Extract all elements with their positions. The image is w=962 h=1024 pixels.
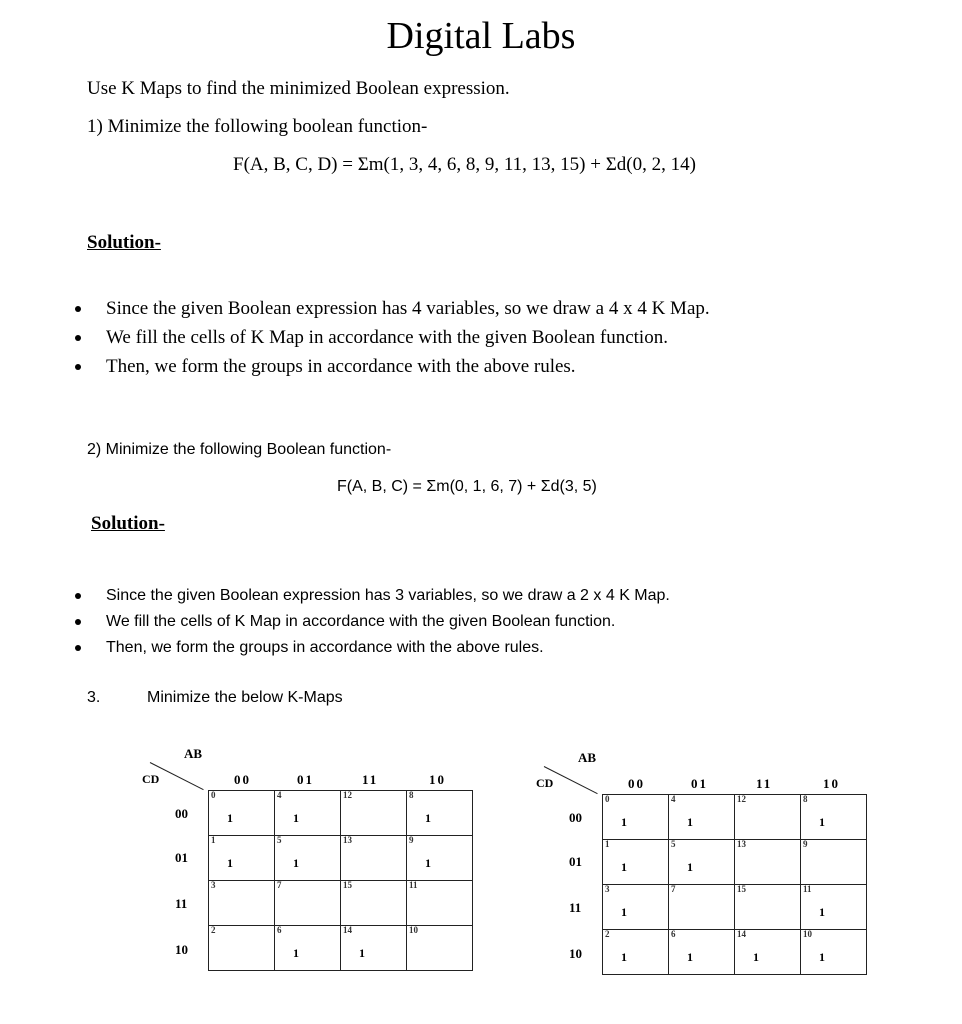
kmap-column-header: 01 — [691, 776, 708, 791]
kmap-row — [209, 926, 473, 971]
kmap-cell — [801, 930, 867, 975]
kmap-cell — [735, 840, 801, 885]
kmap-cell-index: 0 — [211, 790, 216, 800]
kmap-cell-index: 8 — [409, 790, 414, 800]
list-item: Since the given Boolean expression has 3 variables, so we draw a 2 x 4 K Map. — [75, 585, 670, 611]
kmap-row — [209, 836, 473, 881]
list-item: Since the given Boolean expression has 4 variables, so we draw a 4 x 4 K Map. — [75, 296, 710, 325]
kmap-cell-index: 11 — [803, 884, 812, 894]
kmap-cell-index: 6 — [671, 929, 676, 939]
kmap-cell-index: 3 — [605, 884, 610, 894]
kmap-cell — [669, 840, 735, 885]
kmap-column-header: 10 — [823, 776, 840, 791]
kmap-cell — [603, 885, 669, 930]
kmap-cell-value: 1 — [621, 905, 627, 919]
kmap-row-header: 01 — [175, 850, 188, 865]
kmap-cell — [209, 881, 275, 926]
kmap-cell — [209, 926, 275, 971]
kmap-row — [603, 795, 867, 840]
kmap-cell-value: 1 — [293, 811, 299, 825]
kmap-row-header: 10 — [175, 942, 188, 957]
kmap-cell-value: 1 — [819, 905, 825, 919]
q1-solution-label: Solution- — [87, 232, 161, 253]
q1-formula: F(A, B, C, D) = Σm(1, 3, 4, 6, 8, 9, 11, 13, 15) + Σd(0, 2, 14) — [233, 154, 696, 175]
kmap-cell-value: 1 — [621, 815, 627, 829]
kmap-1 — [142, 746, 502, 1006]
kmap-row-header: 00 — [175, 806, 188, 821]
kmap-column-header: 00 — [628, 776, 645, 791]
kmap-cell — [735, 795, 801, 840]
kmap-cell-value: 1 — [621, 950, 627, 964]
kmap-cell — [801, 885, 867, 930]
kmap-row — [603, 840, 867, 885]
kmap-cell — [341, 881, 407, 926]
kmap-cell-index: 6 — [277, 925, 282, 935]
kmap-cell-value: 1 — [293, 856, 299, 870]
kmap-cell-index: 15 — [737, 884, 746, 894]
q2-bullet-list — [75, 585, 670, 663]
kmap-cell-index: 1 — [211, 835, 216, 845]
kmap-cell — [801, 840, 867, 885]
q2-prompt: 2) Minimize the following Boolean function- — [87, 441, 392, 458]
kmap-cell — [735, 885, 801, 930]
kmap-cell-index: 3 — [211, 880, 216, 890]
kmap-cell-index: 12 — [343, 790, 352, 800]
kmap-cell — [603, 795, 669, 840]
kmap-cell-index: 13 — [343, 835, 352, 845]
kmap-cell-index: 2 — [211, 925, 216, 935]
kmap-cell — [275, 926, 341, 971]
kmap-grid — [208, 790, 473, 971]
kmap-cell — [407, 791, 473, 836]
kmap-cell-index: 9 — [803, 839, 808, 849]
q1-intro: Use K Maps to find the minimized Boolean expression. — [87, 78, 510, 99]
kmap-cell — [669, 930, 735, 975]
kmap-row-header: 11 — [175, 896, 188, 911]
kmap-cell-index: 4 — [671, 794, 676, 804]
kmap-column-header: 00 — [234, 772, 251, 787]
kmap-row-variable: CD — [536, 776, 554, 790]
kmap-cell — [341, 926, 407, 971]
kmap-cell-value: 1 — [621, 860, 627, 874]
q3-number: 3. — [87, 689, 101, 706]
kmap-cell — [275, 791, 341, 836]
kmap-cell-index: 10 — [409, 925, 418, 935]
kmap-row — [209, 791, 473, 836]
kmap-cell — [407, 881, 473, 926]
kmap-cell-index: 13 — [737, 839, 746, 849]
kmap-cell — [669, 795, 735, 840]
kmap-cell-value: 1 — [425, 856, 431, 870]
kmap-cell — [275, 836, 341, 881]
kmap-cell-index: 11 — [409, 880, 418, 890]
kmap-cell — [341, 836, 407, 881]
kmap-cell-index: 12 — [737, 794, 746, 804]
q3-prompt: Minimize the below K-Maps — [147, 689, 343, 706]
kmap-2 — [536, 750, 896, 1010]
kmap-cell — [275, 881, 341, 926]
kmap-column-variable: AB — [184, 746, 203, 761]
kmap-column-header: 11 — [362, 772, 379, 787]
kmap-cell-value: 1 — [687, 950, 693, 964]
kmap-cell — [669, 885, 735, 930]
kmap-row-header: 01 — [569, 854, 582, 869]
kmap-cell-index: 15 — [343, 880, 352, 890]
kmap-cell-index: 5 — [277, 835, 282, 845]
kmap-cell-index: 14 — [737, 929, 746, 939]
kmap-cell-value: 1 — [687, 860, 693, 874]
kmap-cell — [407, 836, 473, 881]
kmap-cell — [407, 926, 473, 971]
kmap-cell-index: 2 — [605, 929, 610, 939]
list-item: Then, we form the groups in accordance with the above rules. — [75, 354, 710, 383]
q1-bullet-list — [75, 296, 710, 383]
q2-solution-label: Solution- — [91, 513, 165, 534]
kmap-cell-value: 1 — [227, 856, 233, 870]
kmap-column-header: 10 — [429, 772, 446, 787]
kmap-cell-value: 1 — [753, 950, 759, 964]
kmap-cell-index: 7 — [277, 880, 282, 890]
kmap-cell-index: 1 — [605, 839, 610, 849]
kmap-cell-index: 7 — [671, 884, 676, 894]
kmap-cell-value: 1 — [687, 815, 693, 829]
kmap-cell — [603, 840, 669, 885]
kmap-cell-value: 1 — [359, 946, 365, 960]
kmap-cell-index: 0 — [605, 794, 610, 804]
kmap-row — [209, 881, 473, 926]
q2-formula: F(A, B, C) = Σm(0, 1, 6, 7) + Σd(3, 5) — [337, 478, 597, 495]
kmap-row-variable: CD — [142, 772, 160, 786]
q1-prompt: 1) Minimize the following boolean function- — [87, 116, 428, 137]
kmap-cell — [341, 791, 407, 836]
list-item: We fill the cells of K Map in accordance with the given Boolean function. — [75, 611, 670, 637]
kmap-cell — [735, 930, 801, 975]
kmap-cell-index: 4 — [277, 790, 282, 800]
kmap-cell-index: 5 — [671, 839, 676, 849]
kmap-cell-value: 1 — [227, 811, 233, 825]
kmap-cell-index: 8 — [803, 794, 808, 804]
kmap-column-variable: AB — [578, 750, 597, 765]
kmap-cell — [209, 791, 275, 836]
kmap-cell-index: 10 — [803, 929, 812, 939]
kmap-cell-index: 9 — [409, 835, 414, 845]
list-item: Then, we form the groups in accordance with the above rules. — [75, 637, 670, 663]
kmap-column-header: 11 — [756, 776, 773, 791]
kmap-cell-index: 14 — [343, 925, 352, 935]
kmap-cell — [209, 836, 275, 881]
kmap-row — [603, 930, 867, 975]
kmap-row-header: 10 — [569, 946, 582, 961]
kmap-cell-value: 1 — [293, 946, 299, 960]
kmap-row-header: 11 — [569, 900, 582, 915]
kmap-grid — [602, 794, 867, 975]
kmap-row — [603, 885, 867, 930]
kmap-cell-value: 1 — [819, 950, 825, 964]
kmap-cell — [801, 795, 867, 840]
kmap-row-header: 00 — [569, 810, 582, 825]
page-title: Digital Labs — [386, 15, 576, 57]
kmap-cell-value: 1 — [819, 815, 825, 829]
kmap-column-header: 01 — [297, 772, 314, 787]
kmap-cell — [603, 930, 669, 975]
list-item: We fill the cells of K Map in accordance with the given Boolean function. — [75, 325, 710, 354]
kmap-cell-value: 1 — [425, 811, 431, 825]
